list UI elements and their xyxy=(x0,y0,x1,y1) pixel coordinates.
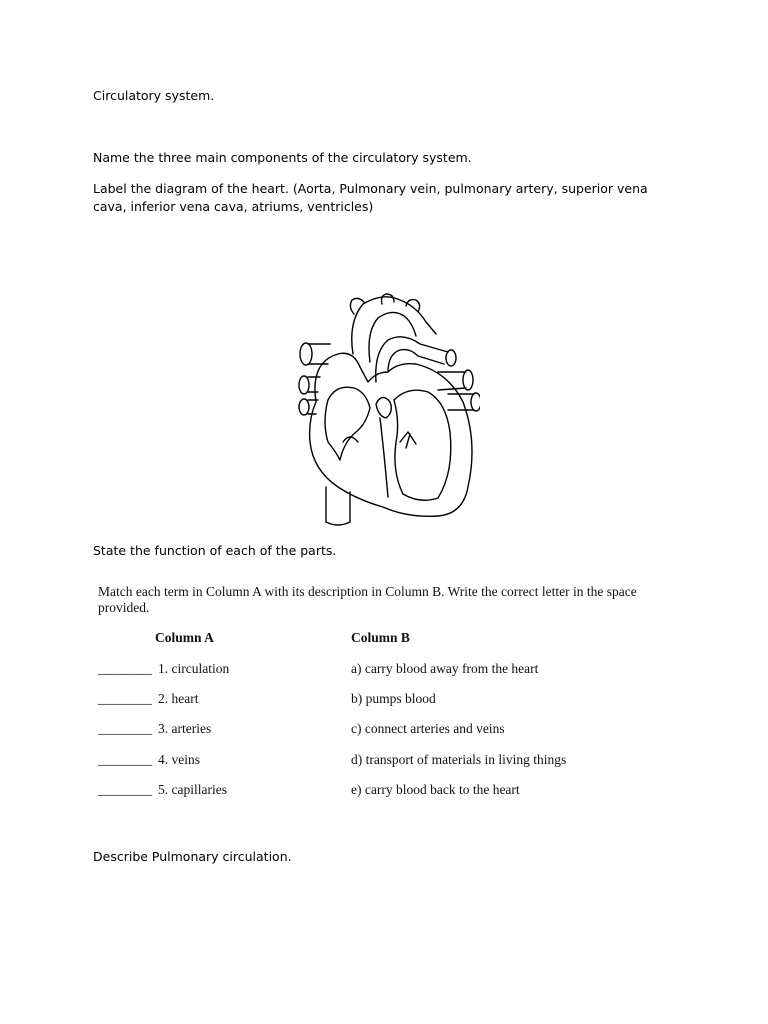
question-label-heart: Label the diagram of the heart. (Aorta, Pulmonary vein, pulmonary artery, superior vena cava, inferior vena cava, atriums, ventricles) xyxy=(93,181,648,214)
description: d) transport of materials in living things xyxy=(351,752,567,767)
question-function: State the function of each of the parts. xyxy=(93,543,337,558)
description: b) pumps blood xyxy=(351,691,436,706)
answer-blank[interactable]: ________ xyxy=(98,752,152,767)
matching-row xyxy=(98,721,658,739)
term: 2. heart xyxy=(158,691,199,706)
column-a-header: Column A xyxy=(155,630,214,645)
description: e) carry blood back to the heart xyxy=(351,782,520,797)
term: 3. arteries xyxy=(158,721,212,736)
answer-blank[interactable]: ________ xyxy=(98,782,152,797)
heart-diagram xyxy=(288,292,480,530)
answer-blank[interactable]: ________ xyxy=(98,691,152,706)
matching-row xyxy=(98,752,658,770)
term: 1. circulation xyxy=(158,661,230,676)
answer-blank[interactable]: ________ xyxy=(98,721,152,736)
matching-row xyxy=(98,782,658,800)
description: a) carry blood away from the heart xyxy=(351,661,539,676)
term: 4. veins xyxy=(158,752,200,767)
document-title: Circulatory system. xyxy=(93,88,215,103)
column-b-header: Column B xyxy=(351,630,410,645)
question-components: Name the three main components of the circulatory system. xyxy=(93,150,472,165)
question-pulmonary: Describe Pulmonary circulation. xyxy=(93,849,292,864)
answer-blank[interactable]: ________ xyxy=(98,661,152,676)
term: 5. capillaries xyxy=(158,782,227,797)
matching-instructions: Match each term in Column A with its description in Column B. Write the correct letter in the space provided. xyxy=(98,584,637,615)
description: c) connect arteries and veins xyxy=(351,721,505,736)
matching-row xyxy=(98,661,658,679)
matching-row xyxy=(98,691,658,709)
